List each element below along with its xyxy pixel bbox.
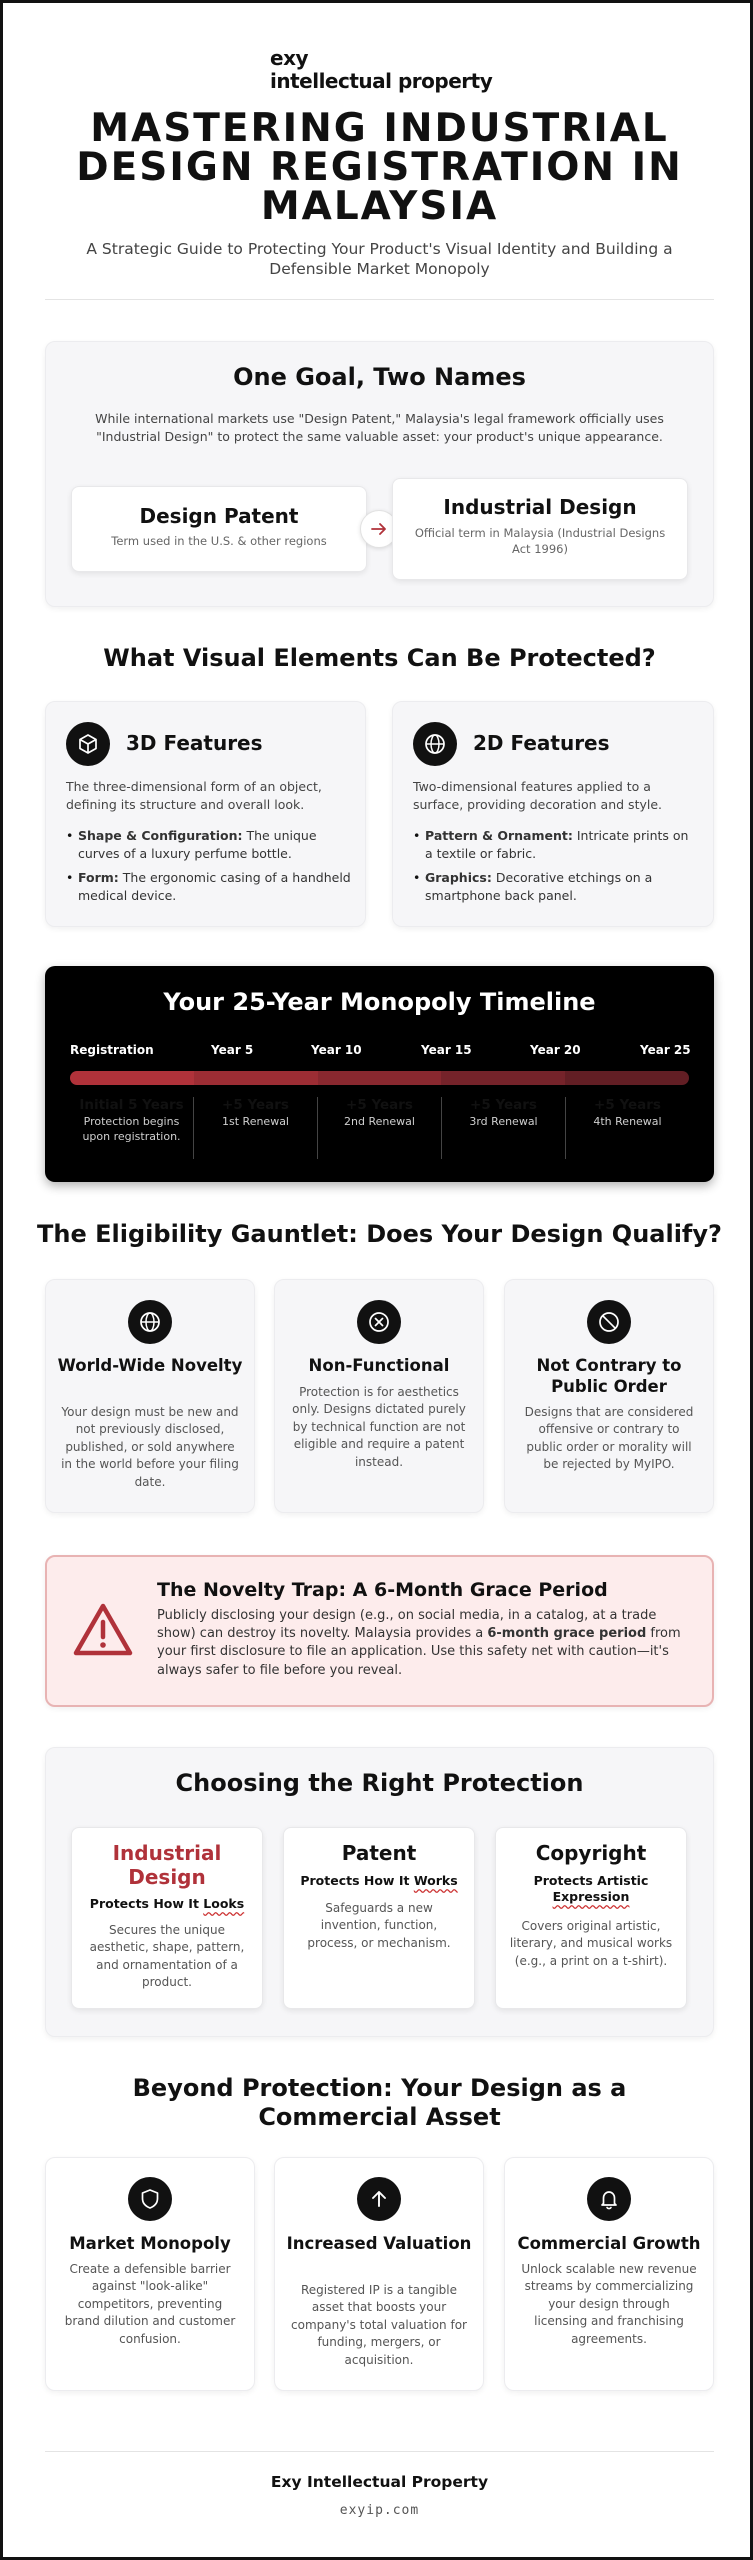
names-intro: While international markets use "Design Patent," Malaysia's legal framework officially uses "Industrial Design" to protect the same valuable asset: your product's unique appearance. — [95, 411, 664, 445]
protection-title: Industrial Design — [112, 1841, 222, 1889]
brand-logo — [270, 47, 500, 93]
protection-subtitle: Protects How It Looks — [89, 1896, 245, 1911]
commercial-text: Registered IP is a tangible asset that boosts your company's total valuation for funding, mergers, or acquisition. — [291, 2283, 467, 2367]
cube-icon — [66, 722, 110, 766]
footer-divider — [45, 2451, 714, 2452]
header-divider — [45, 299, 714, 300]
timeline-label-year10: Year 10 — [311, 1043, 362, 1057]
timeline-period: +5 Years 4th Renewal — [593, 1097, 662, 1128]
eligibility-text: Your design must be new and not previously disclosed, published, or sold anywhere in the world before your filing date. — [61, 1405, 239, 1489]
footer-company-name: Exy Intellectual Property — [270, 2473, 489, 2491]
protection-title: Copyright — [535, 1841, 647, 1865]
timeline-label-year5: Year 5 — [211, 1043, 254, 1057]
warning-title: The Novelty Trap: A 6-Month Grace Period — [157, 1579, 608, 1601]
brand-logo-line1: exy — [270, 46, 309, 70]
warning-text: Publicly disclosing your design (e.g., on social media, in a catalog, at a trade show) can destroy its novelty. Malaysia provides a 6-month grace period from your first disclosure to file an application. Use this safety net with caution—it's always safer to file before you reveal. — [157, 1608, 681, 1678]
protection-text: Secures the unique aesthetic, shape, pattern, and ornamentation of a product. — [89, 1923, 245, 1990]
protection-text: Covers original artistic, literary, and musical works (e.g., a print on a t-shirt). — [509, 1919, 673, 1968]
protection-text: Safeguards a new invention, function, process, or mechanism. — [307, 1901, 451, 1950]
arrow-up-icon — [357, 2177, 401, 2221]
timeline-segment — [194, 1071, 318, 1085]
commercial-heading: Beyond Protection: Your Design as a Commercial Asset — [132, 2074, 627, 2131]
protection-subtitle: Protects How It Works — [300, 1873, 458, 1888]
commercial-title: Market Monopoly — [69, 2234, 231, 2253]
feature-3d-title: 3D Features — [126, 731, 263, 755]
shield-icon — [128, 2177, 172, 2221]
timeline-period: Initial 5 Years Protection begins upon registration. — [79, 1097, 184, 1143]
industrial-design-title: Industrial Design — [443, 495, 637, 519]
bell-icon — [587, 2177, 631, 2221]
timeline-period: +5 Years 3rd Renewal — [469, 1097, 538, 1128]
timeline-heading: Your 25-Year Monopoly Timeline — [163, 988, 596, 1016]
feature-2d-list — [413, 827, 698, 912]
feature-3d-desc: The three-dimensional form of an object, defining its structure and overall look. — [66, 779, 322, 813]
design-patent-desc: Term used in the U.S. & other regions — [111, 534, 327, 548]
brand-logo-line2: intellectual property — [270, 69, 493, 93]
timeline-segment — [318, 1071, 442, 1085]
list-item: • Pattern & Ornament: Intricate prints on a textile or fabric. — [413, 827, 698, 863]
timeline-label-year20: Year 20 — [530, 1043, 581, 1057]
eligibility-text: Designs that are considered offensive or contrary to public order or morality will be rejected by MyIPO. — [524, 1405, 694, 1472]
page-title: MASTERING INDUSTRIAL DESIGN REGISTRATION IN MALAYSIA — [76, 106, 683, 229]
names-heading: One Goal, Two Names — [233, 363, 526, 391]
design-patent-card — [71, 486, 367, 572]
eligibility-title: World-Wide Novelty — [57, 1356, 243, 1375]
eligibility-title: Not Contrary to Public Order — [536, 1356, 682, 1396]
globe-icon — [128, 1300, 172, 1344]
list-item: • Form: The ergonomic casing of a handheld medical device. — [66, 869, 351, 905]
commercial-text: Unlock scalable new revenue streams by commercializing your design through licensing and franchising agreements. — [521, 2262, 697, 2346]
feature-2d-title: 2D Features — [473, 731, 610, 755]
x-circle-icon — [357, 1300, 401, 1344]
commercial-text: Create a defensible barrier against "look-alike" competitors, preventing brand dilution and customer confusion. — [64, 2262, 236, 2346]
list-item: • Shape & Configuration: The unique curves of a luxury perfume bottle. — [66, 827, 351, 863]
timeline-period: +5 Years 2nd Renewal — [344, 1097, 415, 1128]
protection-title: Patent — [341, 1841, 417, 1865]
timeline-periods — [70, 1097, 689, 1159]
timeline-label-registration: Registration — [70, 1043, 154, 1057]
timeline-segment — [70, 1071, 194, 1085]
feature-2d-desc: Two-dimensional features applied to a surface, providing decoration and style. — [413, 779, 662, 813]
prohibited-icon — [587, 1300, 631, 1344]
page-subtitle: A Strategic Guide to Protecting Your Product's Visual Identity and Building a Defensible Market Monopoly — [86, 240, 673, 279]
warning-triangle-icon — [71, 1601, 135, 1663]
timeline-label-year15: Year 15 — [421, 1043, 472, 1057]
timeline-segment — [565, 1071, 689, 1085]
commercial-title: Increased Valuation — [286, 2234, 472, 2253]
timeline-segment — [441, 1071, 565, 1085]
eligibility-heading: The Eligibility Gauntlet: Does Your Design Qualify? — [37, 1220, 722, 1248]
commercial-title: Commercial Growth — [517, 2234, 701, 2253]
timeline-label-year25: Year 25 — [640, 1043, 691, 1057]
design-patent-title: Design Patent — [139, 504, 299, 528]
protection-heading: Choosing the Right Protection — [175, 1769, 584, 1797]
eligibility-text: Protection is for aesthetics only. Designs dictated purely by technical function are not eligible and require a patent instead. — [292, 1385, 466, 1469]
timeline-period: +5 Years 1st Renewal — [222, 1097, 289, 1128]
eligibility-title: Non-Functional — [308, 1356, 450, 1375]
globe-icon — [413, 722, 457, 766]
protection-subtitle: Protects Artistic Expression — [533, 1873, 649, 1905]
timeline-bar — [70, 1071, 689, 1085]
visual-heading: What Visual Elements Can Be Protected? — [103, 644, 656, 672]
feature-3d-list — [66, 827, 351, 912]
footer-website-link[interactable]: exyip.com — [339, 2503, 420, 2518]
list-item: • Graphics: Decorative etchings on a smartphone back panel. — [413, 869, 698, 905]
industrial-design-desc: Official term in Malaysia (Industrial Designs Act 1996) — [414, 526, 666, 557]
